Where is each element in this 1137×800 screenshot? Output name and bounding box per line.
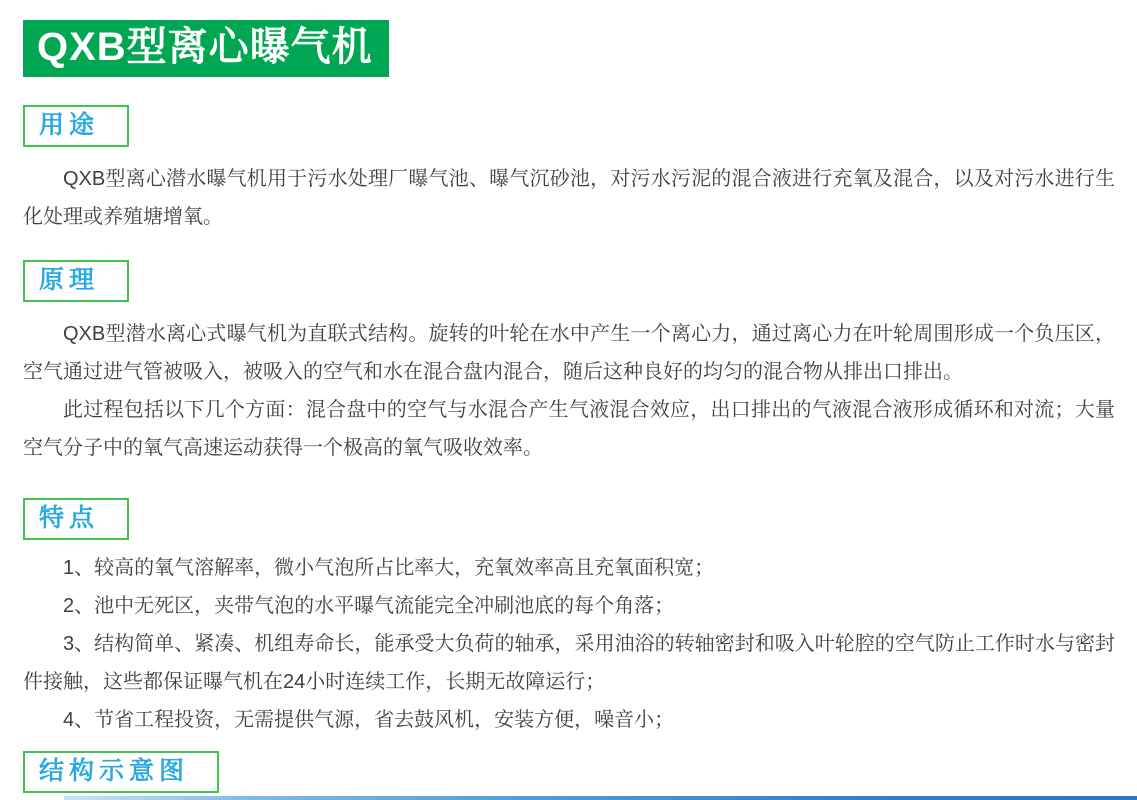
principle-section-body bbox=[23, 315, 1115, 467]
section-heading-structure-diagram: 结构示意图 bbox=[23, 751, 219, 793]
structure-diagram-image-top-edge bbox=[64, 796, 1137, 800]
feature-item-4: 4、节省工程投资，无需提供气源，省去鼓风机，安装方便，噪音小； bbox=[63, 709, 675, 732]
feature-item-3: 3、结构简单、紧凑、机组寿命长，能承受大负荷的轴承，采用油浴的转轴密封和吸入叶轮腔的空气防止工作时水与密封件接触，这些都保证曝气机在24小时连续工作，长期无故障运行； bbox=[23, 633, 1115, 694]
features-section-body bbox=[23, 549, 1115, 739]
principle-paragraph-1: QXB型潜水离心式曝气机为直联式结构。旋转的叶轮在水中产生一个离心力，通过离心力在叶轮周围形成一个负压区，空气通过进气管被吸入，被吸入的空气和水在混合盘内混合，随后这种良好的均匀的混合物从排出口排出。 bbox=[23, 323, 1115, 384]
section-heading-purpose: 用途 bbox=[23, 105, 129, 147]
purpose-paragraph: QXB型离心潜水曝气机用于污水处理厂曝气池、曝气沉砂池，对污水污泥的混合液进行充氧及混合，以及对污水进行生化处理或养殖塘增氧。 bbox=[23, 168, 1115, 229]
purpose-section-body bbox=[23, 160, 1115, 236]
feature-item-2: 2、池中无死区，夹带气泡的水平曝气流能完全冲刷池底的每个角落； bbox=[63, 595, 675, 618]
section-heading-features: 特点 bbox=[23, 498, 129, 540]
section-heading-principle: 原理 bbox=[23, 260, 129, 302]
page-title-banner: QXB型离心曝气机 bbox=[23, 20, 389, 77]
feature-item-1: 1、较高的氧气溶解率，微小气泡所占比率大，充氧效率高且充氧面积宽； bbox=[63, 557, 715, 580]
principle-paragraph-2: 此过程包括以下几个方面：混合盘中的空气与水混合产生气液混合效应，出口排出的气液混合液形成循环和对流；大量空气分子中的氧气高速运动获得一个极高的氧气吸收效率。 bbox=[23, 399, 1115, 460]
